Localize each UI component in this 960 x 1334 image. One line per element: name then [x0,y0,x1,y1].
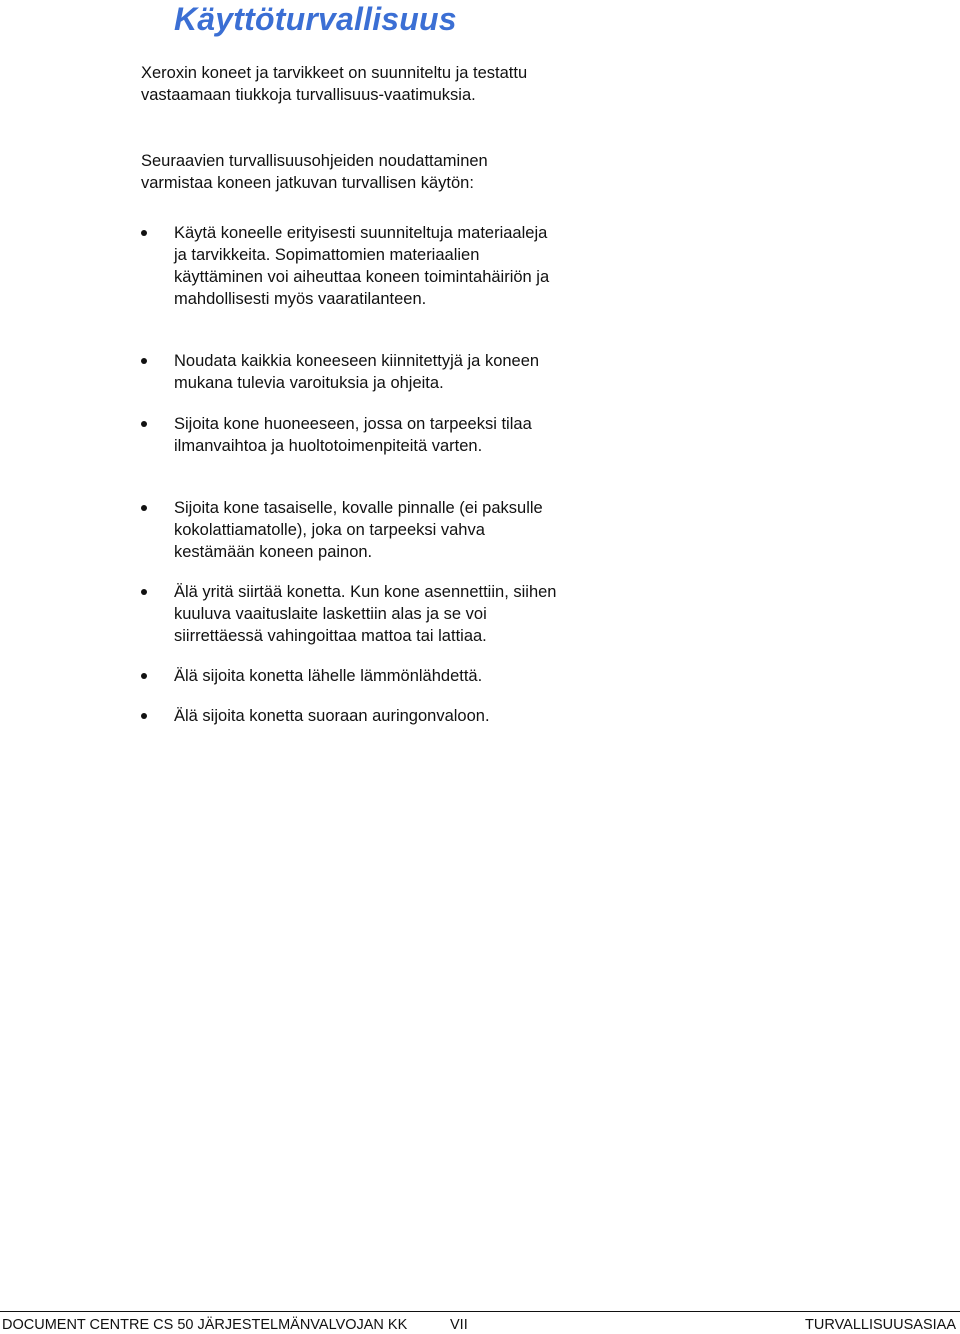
list-item [141,222,561,310]
bullet-icon [141,230,147,236]
bullet-icon [141,589,147,595]
list-item-text: Älä sijoita konetta lähelle lämmönlähdettä. [174,667,483,685]
intro-paragraph: Xeroxin koneet ja tarvikkeet on suunniteltu ja testattu vastaamaan tiukkoja turvallisuus-vaatimuksia. [141,64,528,104]
bullet-icon [141,358,147,364]
list-item [141,665,561,687]
footer-section-name: TURVALLISUUSASIAA [805,1317,956,1333]
list-item-text: Älä yritä siirtää konetta. Kun kone asennettiin, siihen kuuluva vaaituslaite laskettiin alas ja se voi siirrettäessä vahingoittaa mattoa tai lattiaa. [174,583,557,645]
bullet-icon [141,421,147,427]
list-item [141,497,561,563]
list-item [141,581,561,647]
list-item [141,413,561,457]
bullet-icon [141,673,147,679]
list-item [141,705,561,727]
intro-paragraph: Seuraavien turvallisuusohjeiden noudattaminen varmistaa koneen jatkuvan turvallisen käytön: [141,152,488,192]
bullet-icon [141,713,147,719]
list-item [141,350,561,394]
footer-document-name: DOCUMENT CENTRE CS 50 JÄRJESTELMÄNVALVOJAN KK [2,1317,408,1333]
list-item-text: Käytä koneelle erityisesti suunniteltuja materiaaleja ja tarvikkeita. Sopimattomien materiaalien käyttäminen voi aiheuttaa koneen toimintahäiriön ja mahdollisesti myös vaaratilanteen. [174,224,550,308]
list-item-text: Sijoita kone huoneeseen, jossa on tarpeeksi tilaa ilmanvaihtoa ja huoltotoimenpiteitä varten. [174,415,532,455]
list-item-text: Sijoita kone tasaiselle, kovalle pinnalle (ei paksulle kokolattiamatolle), joka on tarpeeksi vahva kestämään koneen painon. [174,499,543,561]
page-title: Käyttöturvallisuus [174,1,457,37]
bullet-icon [141,505,147,511]
list-item-text: Älä sijoita konetta suoraan auringonvaloon. [174,707,490,725]
list-item-text: Noudata kaikkia koneeseen kiinnitettyjä ja koneen mukana tulevia varoituksia ja ohjeita. [174,352,540,392]
footer-page-number: VII [450,1317,468,1333]
footer-divider [0,1311,960,1312]
